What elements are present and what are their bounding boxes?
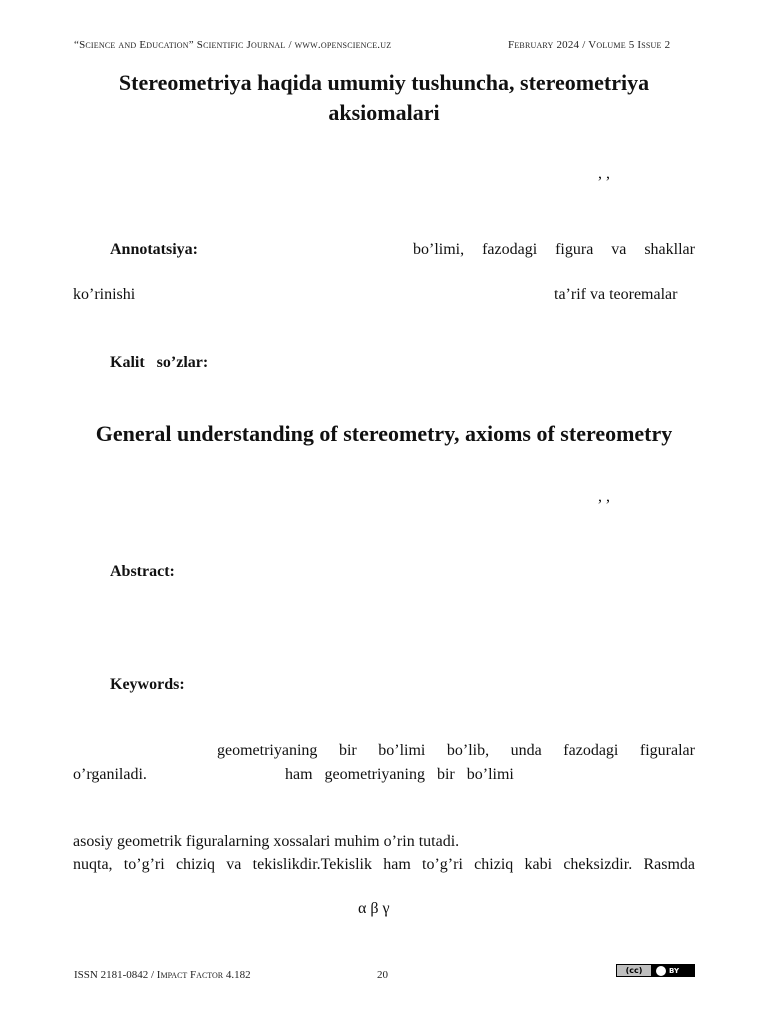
body-word: bir [338,742,357,759]
cc-logo-icon [617,965,651,976]
footer-issn [74,969,251,981]
paper-title-uz [0,68,768,128]
authors-uz-separators: , , [598,165,610,182]
annotation-word: bo’limi, [413,241,465,258]
body-word: unda [510,742,542,759]
annotation-line2-left: ko’rinishi [73,286,136,303]
page-number: 20 [377,969,388,981]
body-p1-line2-mid: ham geometriyaning bir bo’limi [285,766,514,783]
by-label: BY [669,966,680,975]
body-word: fazodagi [563,742,619,759]
paper-title-uz-line2: aksiomalari [328,100,440,125]
annotation-label: Annotatsiya: [110,241,199,258]
annotation-word: va [611,241,627,258]
keywords-uz-label: Kalit so’zlar: [110,354,209,371]
body-p2-line2: nuqta, to’g’ri chiziq va tekislikdir.Tekislik ham to’g’ri chiziq kabi cheksizdir. Rasmda [73,856,695,873]
paper-title-en: General understanding of stereometry, axioms of stereometry [95,421,673,446]
keywords-en-label: Keywords: [110,676,185,693]
greek-letters: α β γ [358,900,390,917]
person-icon: ● [655,965,667,977]
authors-en-separators: , , [598,488,610,505]
by-attribution [651,965,694,976]
journal-header-right: February 2024 / Volume 5 Issue 2 [508,39,671,51]
paper-title-uz-line1: Stereometriya haqida umumiy tushuncha, stereometriya [118,70,650,95]
annotation-line1 [413,241,695,259]
body-word: figuralar [639,742,695,759]
abstract-label: Abstract: [110,563,175,580]
journal-header-left: “Science and Education” Scientific Journal / www.openscience.uz [74,39,392,51]
annotation-word: figura [555,241,594,258]
body-p1-line2-left: o’rganiladi. [73,766,147,783]
annotation-word: shakllar [644,241,695,258]
annotation-line2-right: ta’rif va teoremalar [554,286,678,303]
annotation-word: fazodagi [482,241,538,258]
body-word: bo’lib, [446,742,490,759]
footer-issn-text: ISSN 2181-0842 / Impact Factor 4.182 [74,969,251,981]
body-p1-line1 [217,742,695,760]
body-word: bo’limi [378,742,426,759]
body-word: geometriyaning [217,742,318,759]
body-p2-line1: asosiy geometrik figuralarning xossalari muhim o’rin tutadi. [73,833,460,850]
cc-logo-text: (cc) [625,966,643,975]
cc-by-license-badge[interactable] [616,964,695,977]
